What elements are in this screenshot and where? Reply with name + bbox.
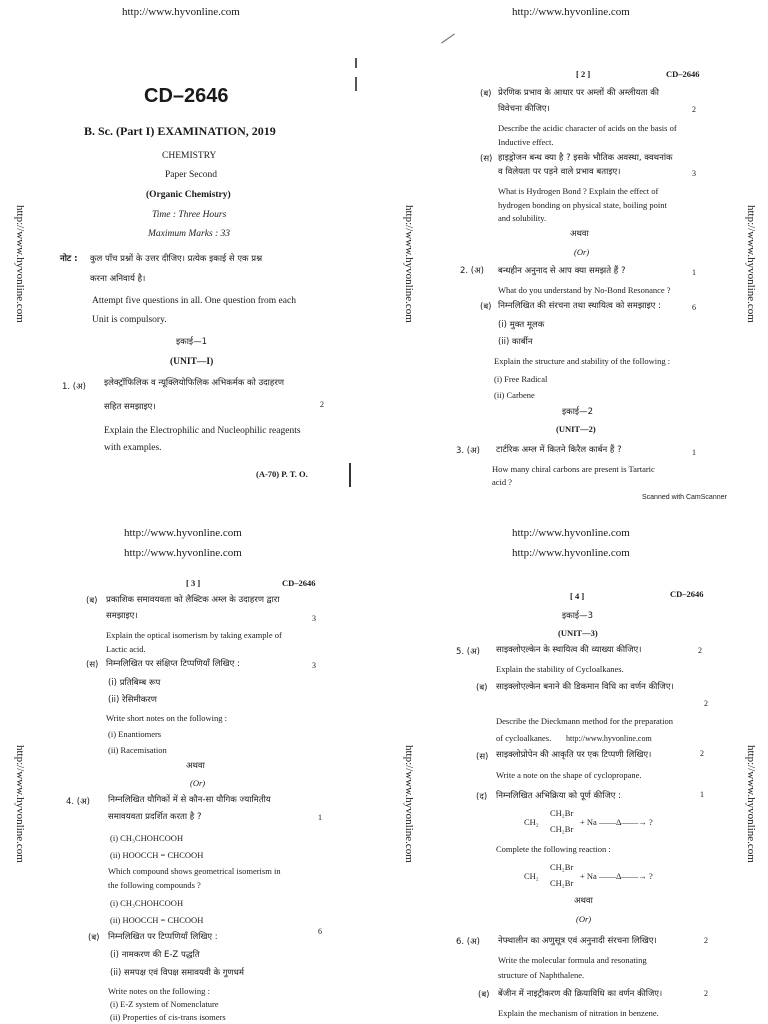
- reaction-top: CH₂Br: [550, 808, 574, 818]
- vertical-url[interactable]: http://www.hyvonline.com: [14, 205, 26, 323]
- unit3-hindi: इकाई—3: [562, 611, 593, 621]
- q1-marks: 2: [320, 400, 324, 409]
- q3c-item-2: (ii) रेसिमीकरण: [108, 695, 157, 705]
- q6b-hindi: बेंजीन में नाइट्रीकरण की क्रियाविधि का वर्णन कीजिए।: [498, 989, 663, 999]
- note-english-1: Attempt five questions in all. One question from each: [92, 296, 296, 306]
- note-hindi-1: कुल पाँच प्रश्नों के उत्तर दीजिए। प्रत्येक इकाई से एक प्रश्न: [90, 254, 263, 264]
- q5b-label: (ब): [476, 683, 488, 693]
- reaction-rest: + Na ——Δ——→ ?: [580, 817, 653, 827]
- q4b-english-item-2: (ii) Properties of cis-trans isomers: [110, 1012, 226, 1022]
- q3b-label: (ब): [86, 596, 98, 606]
- q4-english-2: the following compounds ?: [108, 880, 201, 890]
- q2b-marks: 6: [692, 303, 696, 312]
- reaction-bottom: CH₂Br: [550, 878, 574, 888]
- unit2-english: (UNIT—2): [556, 424, 596, 434]
- q6-english-2: structure of Naphthalene.: [498, 970, 585, 980]
- q5d-hindi: निम्नलिखित अभिक्रिया को पूर्ण कीजिए :: [496, 791, 622, 801]
- note-english-2: Unit is compulsory.: [92, 315, 167, 325]
- q4-number: 4. (अ): [66, 797, 90, 807]
- q5d-marks: 1: [700, 790, 704, 799]
- page-3: [0, 512, 384, 1024]
- q1-english-2: with examples.: [104, 443, 162, 453]
- mid-url-left-1[interactable]: http://www.hyvonline.com: [124, 527, 242, 539]
- mid-url-right-1[interactable]: http://www.hyvonline.com: [512, 527, 630, 539]
- q3c-marks: 3: [312, 661, 316, 670]
- reaction-rest: + Na ——Δ——→ ?: [580, 871, 653, 881]
- or-hindi: अथवा: [574, 896, 593, 906]
- q6b-english: Explain the mechanism of nitration in benzene.: [498, 1008, 659, 1018]
- reaction-top: CH₂Br: [550, 862, 574, 872]
- page-number: [ 2 ]: [576, 69, 591, 79]
- q5c-english: Write a note on the shape of cyclopropane.: [496, 770, 642, 780]
- reaction-bottom: CH₂Br: [550, 824, 574, 834]
- q2b-item-1: (i) मुक्त मूलक: [498, 320, 545, 330]
- q3b-marks: 3: [312, 614, 316, 623]
- q1b-english-2: Inductive effect.: [498, 137, 554, 147]
- vertical-url[interactable]: http://www.hyvonline.com: [14, 745, 26, 863]
- branch: (Organic Chemistry): [146, 190, 231, 200]
- q5d-label: (द): [476, 792, 488, 802]
- q6-marks: 2: [704, 936, 708, 945]
- q3c-english: Write short notes on the following :: [106, 713, 228, 723]
- time: Time : Three Hours: [152, 210, 227, 220]
- q4b-item-1: (i) नामकरण की E-Z पद्धति: [110, 950, 200, 960]
- q3-marks: 1: [692, 448, 696, 457]
- q3c-item-1: (i) प्रतिबिम्ब रूप: [108, 678, 161, 688]
- q1b-hindi-2: विवेचना कीजिए।: [498, 104, 550, 114]
- paper: Paper Second: [165, 170, 217, 180]
- q1b-hindi-1: प्रेरणिक प्रभाव के आधार पर अम्लों की अम्लीयता की: [498, 88, 659, 98]
- q2b-label: (ब): [480, 302, 492, 312]
- footer-pto: (A-70) P. T. O.: [256, 469, 308, 479]
- q2b-english-item-2: (ii) Carbene: [494, 390, 535, 400]
- q4-english-1: Which compound shows geometrical isomerism in: [108, 866, 281, 876]
- q5-number: 5. (अ): [456, 647, 480, 657]
- q2a-hindi: बन्धहीन अनुनाद से आप क्या समझते हैं ?: [498, 266, 626, 276]
- q5b-english-1: Describe the Dieckmann method for the preparation: [496, 716, 674, 726]
- page-code: CD–2646: [666, 69, 700, 79]
- reaction-left: CH₂: [524, 871, 539, 881]
- header-url-left[interactable]: http://www.hyvonline.com: [122, 6, 240, 18]
- unit3-english: (UNIT—3): [558, 628, 598, 638]
- q1c-hindi-2: व विलेयता पर पड़ने वाले प्रभाव बताइए।: [498, 167, 621, 177]
- q2a-marks: 1: [692, 268, 696, 277]
- q5b-english-2: of cycloalkanes.: [496, 733, 552, 743]
- page-code: CD–2646: [670, 589, 704, 599]
- or-english: (Or): [574, 247, 590, 257]
- q4b-item-2: (ii) समपक्ष एवं विपक्ष समावयवी के गुणधर्म: [110, 968, 244, 978]
- q4b-label: (ब): [88, 933, 100, 943]
- q1-hindi-2: सहित समझाइए।: [104, 402, 156, 412]
- q5-english: Explain the stability of Cycloalkanes.: [496, 664, 624, 674]
- q1c-english-1: What is Hydrogen Bond ? Explain the effect of: [498, 186, 659, 196]
- q1b-label: (ब): [480, 89, 492, 99]
- q4-item-2: (ii) HOOCCH = CHCOOH: [110, 850, 204, 860]
- q3b-hindi-1: प्रकाशिक समावयवता को लैक्टिक अम्ल के उदाहरण द्वारा: [106, 595, 280, 605]
- reaction-left: CH₂: [524, 817, 539, 827]
- paper-code: CD–2646: [144, 85, 229, 107]
- q4-english-item-2: (ii) HOOCCH = CHCOOH: [110, 915, 204, 925]
- q4-english-item-1: (i) CH₃CHOHCOOH: [110, 898, 184, 908]
- q2b-item-2: (ii) कार्बीन: [498, 337, 533, 347]
- vertical-url[interactable]: http://www.hyvonline.com: [745, 205, 757, 323]
- unit-english: (UNIT—I): [170, 357, 214, 367]
- q2a-number: 2. (अ): [460, 266, 484, 276]
- reaction-1: [524, 808, 674, 836]
- q5b-hindi: साइक्लोएल्केन बनाने की डिकमान विधि का वर्णन कीजिए।: [496, 682, 674, 692]
- exam-title: B. Sc. (Part I) EXAMINATION, 2019: [84, 124, 276, 138]
- q3c-label: (स): [86, 660, 99, 670]
- scanned-watermark: Scanned with CamScanner: [642, 494, 727, 501]
- page-number: [ 4 ]: [570, 591, 585, 601]
- header-url-right[interactable]: http://www.hyvonline.com: [512, 6, 630, 18]
- reaction-2: [524, 862, 674, 890]
- q4-item-1: (i) CH₃CHOHCOOH: [110, 833, 184, 843]
- q3c-hindi: निम्नलिखित पर संक्षिप्त टिप्पणियाँ लिखिए :: [106, 659, 240, 669]
- q1c-marks: 3: [692, 169, 696, 178]
- q4b-marks: 6: [318, 927, 322, 936]
- q2a-english: What do you understand by No-Bond Resonance ?: [498, 285, 671, 295]
- or-hindi: अथवा: [570, 229, 589, 239]
- q6b-label: (ब): [478, 990, 490, 1000]
- or-english: (Or): [190, 778, 206, 788]
- q4-marks: 1: [318, 813, 322, 822]
- q1c-hindi-1: हाइड्रोजन बन्ध क्या है ? इसके भौतिक अवस्था, क्वथनांक: [498, 153, 673, 163]
- q1-number: 1. (अ): [62, 382, 86, 392]
- page-code: CD–2646: [282, 578, 316, 588]
- q3-number: 3. (अ): [456, 446, 480, 456]
- q4b-english: Write notes on the following :: [108, 986, 210, 996]
- q5b-marks: 2: [704, 699, 708, 708]
- q2b-english: Explain the structure and stability of the following :: [494, 356, 671, 366]
- page-2: [384, 0, 768, 512]
- subject: CHEMISTRY: [162, 151, 217, 161]
- vertical-url[interactable]: http://www.hyvonline.com: [403, 205, 415, 323]
- q6-hindi: नेफ्थालीन का अणुसूत्र एवं अनुनादी संरचना लिखिए।: [498, 936, 657, 946]
- or-english: (Or): [576, 914, 592, 924]
- q4b-english-item-1: (i) E-Z system of Nomenclature: [110, 999, 219, 1009]
- page-number: [ 3 ]: [186, 578, 201, 588]
- q5b-inline-url[interactable]: http://www.hyvonline.com: [566, 734, 652, 743]
- q2b-english-item-1: (i) Free Radical: [494, 374, 548, 384]
- q5-hindi: साइक्लोएल्केन के स्थायित्व की व्याख्या कीजिए।: [496, 645, 642, 655]
- q3b-hindi-2: समझाइए।: [106, 611, 138, 621]
- q3b-english-2: Lactic acid.: [106, 644, 146, 654]
- q3c-english-item-2: (ii) Racemisation: [108, 745, 167, 755]
- q4b-hindi: निम्नलिखित पर टिप्पणियाँ लिखिए :: [108, 932, 218, 942]
- q4-hindi-1: निम्नलिखित यौगिकों में से कौन-सा यौगिक ज्यामितीय: [108, 795, 271, 805]
- q4-hindi-2: समावयवता प्रदर्शित करता है ?: [108, 812, 202, 822]
- q5-marks: 2: [698, 646, 702, 655]
- q1c-english-3: and solubility.: [498, 213, 547, 223]
- q5c-marks: 2: [700, 749, 704, 758]
- or-hindi: अथवा: [186, 761, 205, 771]
- mid-url-left-2[interactable]: http://www.hyvonline.com: [124, 547, 242, 559]
- q1b-english-1: Describe the acidic character of acids on the basis of: [498, 123, 677, 133]
- mid-url-right-2[interactable]: http://www.hyvonline.com: [512, 547, 630, 559]
- q1b-marks: 2: [692, 105, 696, 114]
- q3-hindi: टार्टरिक अम्ल में कितने किरैल कार्बन हैं ?: [496, 445, 622, 455]
- note-hindi-2: करना अनिवार्य है।: [90, 274, 146, 284]
- vertical-url[interactable]: http://www.hyvonline.com: [403, 745, 415, 863]
- vertical-url[interactable]: http://www.hyvonline.com: [745, 745, 757, 863]
- max-marks: Maximum Marks : 33: [148, 229, 231, 239]
- q1-hindi-1: इलेक्ट्रॉफिलिक व न्यूक्लियोफिलिक अभिकर्मक को उदाहरण: [104, 378, 285, 388]
- unit-hindi: इकाई—1: [176, 337, 207, 347]
- q5d-english: Complete the following reaction :: [496, 844, 611, 854]
- q1c-english-2: hydrogen bonding on physical state, boiling point: [498, 200, 667, 210]
- note-label: नोट :: [60, 254, 78, 264]
- q1c-label: (स): [480, 154, 493, 164]
- q1-english-1: Explain the Electrophilic and Nucleophilic reagents: [104, 426, 301, 436]
- q5c-hindi: साइक्लोप्रोपेन की आकृति पर एक टिप्पणी लिखिए।: [496, 750, 652, 760]
- unit2-hindi: इकाई—2: [562, 407, 593, 417]
- q3-english-2: acid ?: [492, 477, 513, 487]
- page-1: [0, 0, 384, 512]
- q3b-english-1: Explain the optical isomerism by taking example of: [106, 630, 282, 640]
- q5c-label: (स): [476, 752, 489, 762]
- page-4: [384, 512, 768, 1024]
- q6b-marks: 2: [704, 989, 708, 998]
- q6-english-1: Write the molecular formula and resonating: [498, 955, 647, 965]
- q6-number: 6. (अ): [456, 937, 480, 947]
- q2b-hindi: निम्नलिखित की संरचना तथा स्थायित्व को समझाइए :: [498, 301, 661, 311]
- q3-english-1: How many chiral carbons are present is Tartaric: [492, 464, 655, 474]
- q3c-english-item-1: (i) Enantiomers: [108, 729, 162, 739]
